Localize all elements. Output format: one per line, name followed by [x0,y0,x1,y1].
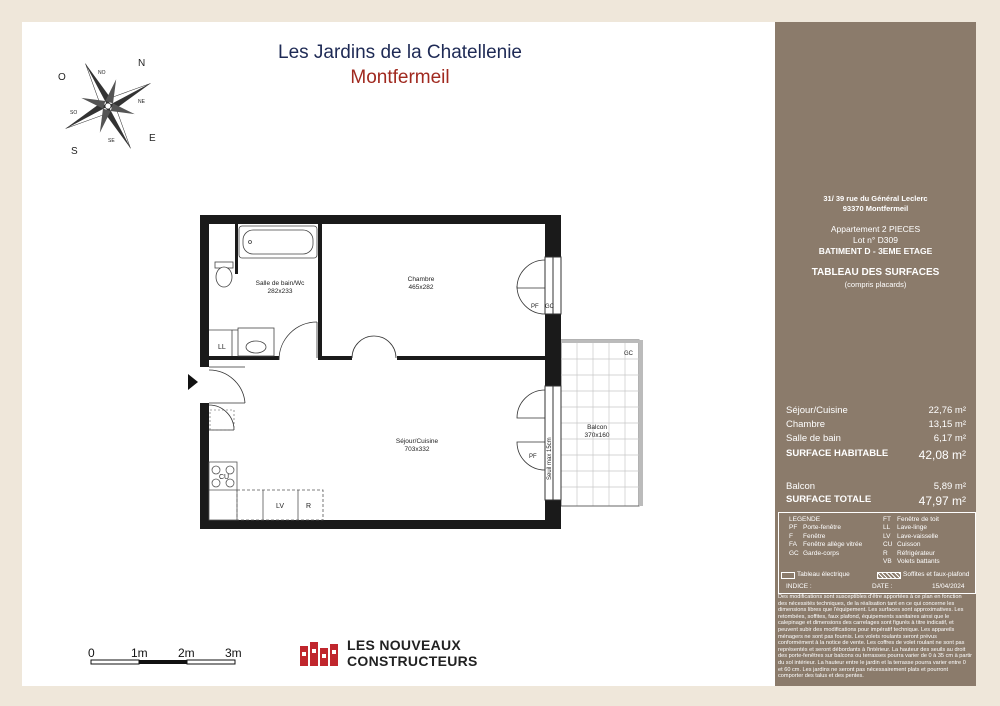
sink-icon [238,328,274,356]
project-title: Les Jardins de la Chatellenie [278,42,522,63]
bathroom-name: Salle de bain/Wc [255,280,305,287]
surface-totale-label: SURFACE TOTALE [786,494,872,505]
compass-ne: NE [138,99,145,105]
balcony-dims: 370x160 [584,432,610,439]
surface-totale-row [786,494,972,508]
surface-unit: m² [954,433,966,444]
gc-label-balcony: GC [624,351,633,357]
compass-no: NO [98,70,106,76]
surface-unit: m² [954,405,966,416]
surface-row [786,405,972,416]
bathroom-dims: 282x233 [267,288,293,295]
legend-soffit: Soffites et faux-plafond [903,571,970,578]
legend-item: FT Fenêtre de toit [883,516,939,523]
legend-item: GC Garde-corps [789,549,840,557]
legend-box [778,512,976,594]
surface-habitable-label: SURFACE HABITABLE [786,448,889,459]
scale-0: 0 [88,646,95,660]
scale-1m: 1m [131,646,148,660]
electric-panel-icon [781,572,795,579]
balcony-surface-value: 5,89 [933,481,953,492]
door-swings [209,260,545,470]
legend-item: FA Fenêtre allège vitrée [789,541,863,549]
brand-line2: CONSTRUCTEURS [347,653,478,669]
ll-label: LL [218,344,226,351]
surface-value: 13,15 [928,419,953,430]
date-value: 15/04/2024 [932,583,965,590]
compass-e: E [149,133,156,144]
scale-3m: 3m [225,646,242,660]
table-subtitle: (compris placards) [844,280,907,289]
toilet-icon [215,262,233,287]
kitchen-counter [209,462,323,520]
r-label: R [306,503,312,510]
entrance-arrow-icon [188,374,198,390]
scale-bar [91,660,235,664]
balcony-name: Balcon [587,424,607,431]
compass-so: SO [70,110,78,116]
scale-2m: 2m [178,646,195,660]
disclaimer-note: Des modifications sont susceptibles d'être apportées à ce plan en fonction des nécessités techniques, de la réalisation tant en ce qui concerne les dimensions libres que l'équipement. Les surfaces sont approximatives. Les retombées, soffites, faux plafond, équipements sanitaires ainsi que le calepinage et dimensions des carrelages sont figurés à titre indicatif, et peuvent subir des modifications pour impératif technique. Les appareils ménagers ne sont pas fournis. Les volets roulants seront prévus conformément à la notice de vente. Les coffres de volet roulant ne sont pas représentés et seront débordants à l'intérieur. La hauteur des seuils au droit des porte-fenêtres sur balcons ou terrasses pourra varier de 0 à 35 cm à partir du sol intérieur. La hauteur entre le jardin et la terrasse pourra varier entre 0 et 60 cm. Les jardins ne seront pas nécessairement plats et pourront comporter des talus et des pentes. [778,594,973,680]
compass-o: O [58,72,66,83]
surface-label: Séjour/Cuisine [786,405,848,416]
living-name: Séjour/Cuisine [395,438,439,445]
legend-item: PF Porte-fenêtre [789,524,841,532]
surface-value: 22,76 [928,405,953,416]
pf-label-living: PF [529,454,537,460]
apartment-type: Appartement 2 PIECES [830,224,921,234]
brand-logo-icon [300,642,338,666]
surface-label: Chambre [786,419,826,430]
legend-title: LEGENDE [789,516,821,523]
bathtub-icon [239,226,317,258]
index-row [778,583,974,592]
compass-n: N [138,58,146,69]
index-label: INDICE : [786,583,812,590]
brand-line1: LES NOUVEAUX [347,637,462,653]
legend-item: R Réfrigérateur [883,549,935,557]
walls [200,215,561,529]
compass-rose-icon [43,41,173,171]
balcony-surface-label: Balcon [786,481,816,492]
legend-item: VB Volets battants [883,557,940,565]
electric-panel [210,410,234,430]
surface-row [786,419,972,430]
lot-number: Lot n° D309 [853,235,898,245]
soffit-hatch-icon [877,572,901,579]
balcony-surface-row [786,481,972,492]
surface-unit: m² [954,419,966,430]
legend-item: CU Cuisson [883,541,921,549]
balcony-surface-unit: m² [954,481,966,492]
surface-value: 6,17 [933,433,953,444]
city-title: Montfermeil [350,67,450,88]
surface-habitable-row [786,448,972,462]
lv-label: LV [276,503,285,510]
bedroom-dims: 465x282 [408,284,434,291]
surface-habitable-value: 42,08 m² [918,448,966,462]
legend-electric: Tableau électrique [797,571,850,578]
surface-row [786,433,972,444]
compass-s: S [71,146,78,157]
sill-label: Seuil max 15cm [547,437,553,480]
table-title: TABLEAU DES SURFACES [811,267,940,278]
surface-label: Salle de bain [786,433,841,444]
bedroom-name: Chambre [407,276,435,283]
gc-label-bedroom: GC [545,304,554,310]
address-line1: 31/ 39 rue du Général Leclerc [823,194,928,203]
legend-item: LL Lave-linge [883,524,927,532]
balcony-area [561,340,643,506]
legend-item: F Fenêtre [789,532,826,540]
surface-totale-value: 47,97 m² [918,494,966,508]
legend-item: LV Lave-vaisselle [883,532,939,540]
compass-se: SE [108,138,115,144]
date-label: DATE : [872,583,893,590]
cu-label: CU [219,474,230,481]
address-line2: 93370 Montfermeil [842,204,909,213]
living-dims: 703x332 [404,446,430,453]
pf-label-bedroom: PF [531,304,539,310]
building-floor: BATIMENT D - 3EME ETAGE [818,246,933,256]
